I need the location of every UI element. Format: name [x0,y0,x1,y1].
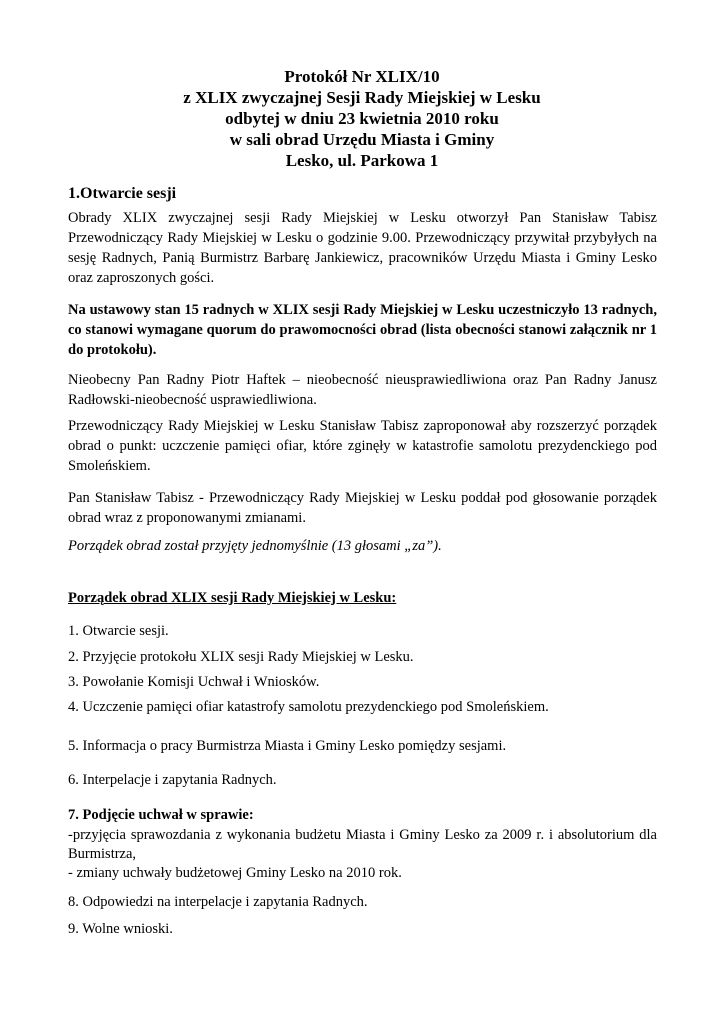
section-heading-opening: 1.Otwarcie sesji [68,185,177,202]
agenda-heading: Porządek obrad XLIX sesji Rady Miejskiej w Lesku: [68,590,397,606]
date-line: odbytej w dniu 23 kwietnia 2010 roku [225,109,499,128]
paragraph-vote-result: Porządek obrad został przyjęty jednomyślnie (13 głosami „za”). [68,538,442,554]
paragraph-absent: Nieobecny Pan Radny Piotr Haftek – nieobecność nieusprawiedliwiona oraz Pan Radny Janusz Radłowski-nieobecność usprawiedliwiona. [68,372,657,408]
agenda-item: 6. Interpelacje i zapytania Radnych. [68,772,277,788]
agenda-item: 3. Powołanie Komisji Uchwał i Wniosków. [68,674,320,690]
address-line: Lesko, ul. Parkowa 1 [285,151,439,170]
paragraph-opening: Obrady XLIX zwyczajnej sesji Rady Miejskiej w Lesku otworzył Pan Stanisław Tabisz Przewodniczący Rady Miejskiej w Lesku o godzinie 9.00. Przewodniczący przywitał przybyłych na sesję Radnych, Panią Burmistrz Barbarę Jankiewicz, pracowników Urzędu Miasta i Gminy Lesko oraz zaproszonych gości. [68,210,657,286]
agenda-item: 8. Odpowiedzi na interpelacje i zapytania Radnych. [68,894,368,910]
agenda-subitem: - zmiany uchwały budżetowej Gminy Lesko na 2010 rok. [68,865,402,881]
agenda-item: 7. Podjęcie uchwał w sprawie: [68,807,254,823]
agenda-item: 9. Wolne wnioski. [68,921,173,937]
paragraph-proposal: Przewodniczący Rady Miejskiej w Lesku Stanisław Tabisz zaproponował aby rozszerzyć porządek obrad o punkt: uczczenie pamięci ofiar, które zginęły w katastrofie samolotu prezydenckiego pod Smoleńskiem. [68,418,657,474]
paragraph-vote: Pan Stanisław Tabisz - Przewodniczący Rady Miejskiej w Lesku poddał pod głosowanie porządek obrad wraz z proponowanymi zmianami. [68,490,657,526]
venue-line: w sali obrad Urzędu Miasta i Gminy [229,130,495,149]
session-line: z XLIX zwyczajnej Sesji Rady Miejskiej w Lesku [183,88,541,107]
protocol-header [0,66,724,171]
protocol-title: Protokół Nr XLIX/10 [284,67,440,86]
paragraph-quorum: Na ustawowy stan 15 radnych w XLIX sesji Rady Miejskiej w Lesku uczestniczyło 13 radnych, co stanowi wymagane quorum do prawomocności obrad (lista obecności stanowi załącznik nr 1 do protokołu). [68,302,657,358]
agenda-subitem: -przyjęcia sprawozdania z wykonania budżetu Miasta i Gminy Lesko za 2009 r. i absolutorium dla Burmistrza, [68,827,657,862]
agenda-item: 4. Uczczenie pamięci ofiar katastrofy samolotu prezydenckiego pod Smoleńskiem. [68,699,549,715]
agenda-item: 1. Otwarcie sesji. [68,623,169,639]
agenda-item: 5. Informacja o pracy Burmistrza Miasta i Gminy Lesko pomiędzy sesjami. [68,738,507,754]
agenda-item: 2. Przyjęcie protokołu XLIX sesji Rady Miejskiej w Lesku. [68,649,414,665]
